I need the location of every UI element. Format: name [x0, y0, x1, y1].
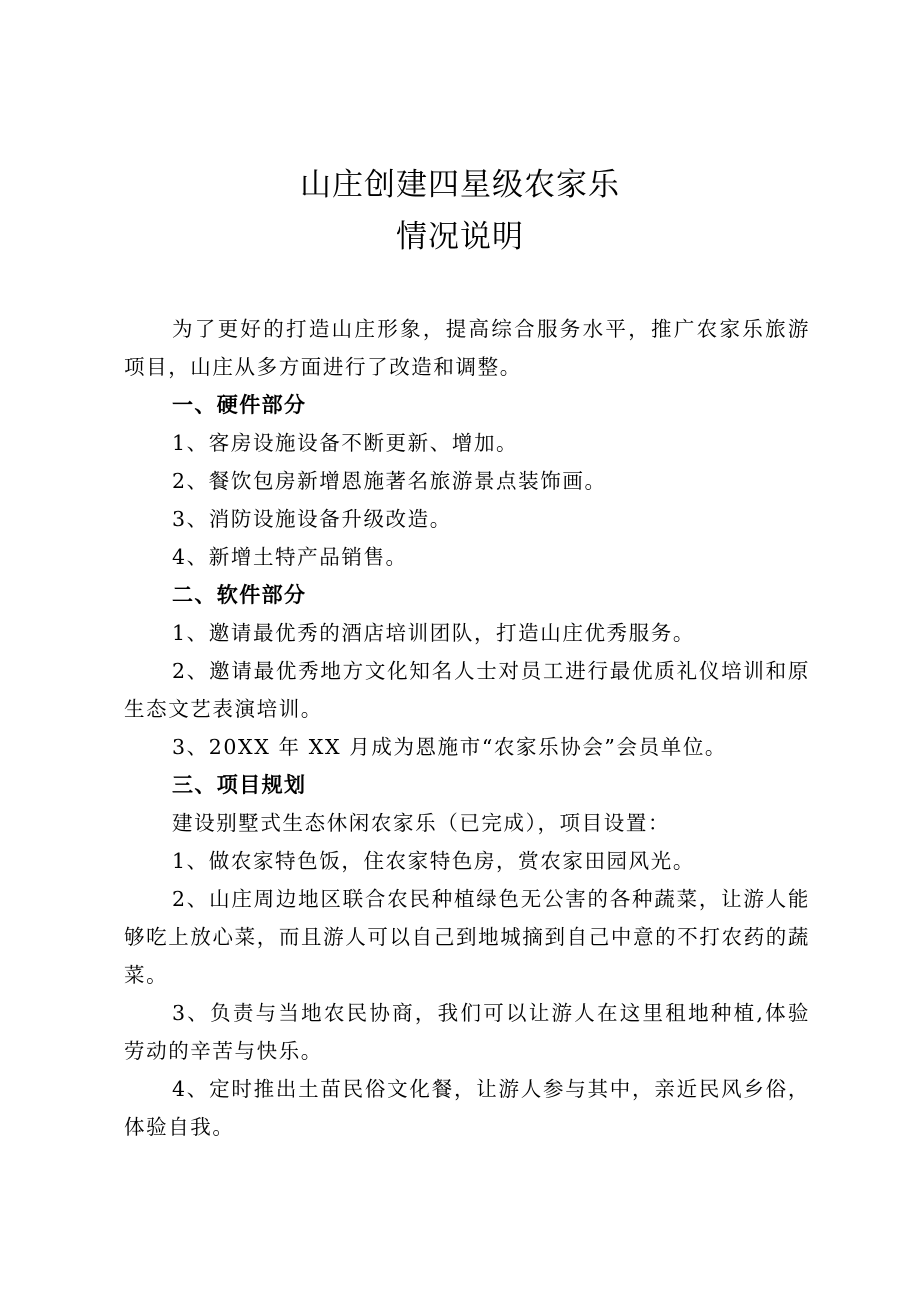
document-title-line1: 山庄创建四星级农家乐 — [300, 167, 620, 203]
planning-item-3: 3、负责与当地农民协商，我们可以让游人在这里租地种植,体验劳动的辛苦与快乐。 — [124, 1001, 810, 1063]
planning-item-2: 2、山庄周边地区联合农民种植绿色无公害的各种蔬菜，让游人能够吃上放心菜，而且游人可以自己到地城摘到自己中意的不打农药的蔬菜。 — [124, 887, 810, 987]
software-item-3: 3、20XX 年 XX 月成为恩施市“农家乐协会”会员单位。 — [172, 735, 728, 759]
section-heading-software: 二、软件部分 — [172, 583, 307, 607]
planning-intro: 建设别墅式生态休闲农家乐（已完成），项目设置： — [172, 811, 671, 835]
hardware-item-2: 2、餐饮包房新增恩施著名旅游景点装饰画。 — [172, 469, 607, 493]
planning-item-4: 4、定时推出土苗民俗文化餐，让游人参与其中，亲近民风乡俗，体验自我。 — [124, 1077, 810, 1139]
hardware-item-1: 1、客房设施设备不断更新、增加。 — [172, 431, 519, 455]
planning-item-1: 1、做农家特色饭，住农家特色房，赏农家田园风光。 — [172, 849, 695, 873]
intro-paragraph: 为了更好的打造山庄形象，提高综合服务水平，推广农家乐旅游项目，山庄从多方面进行了改造和调整。 — [124, 317, 810, 379]
software-item-2: 2、邀请最优秀地方文化知名人士对员工进行最优质礼仪培训和原生态文艺表演培训。 — [124, 659, 810, 721]
software-item-1: 1、邀请最优秀的酒店培训团队，打造山庄优秀服务。 — [172, 621, 695, 645]
section-heading-planning: 三、项目规划 — [172, 773, 307, 797]
document-title-line2: 情况说明 — [396, 219, 524, 255]
hardware-item-4: 4、新增土特产品销售。 — [172, 545, 408, 569]
document-body — [124, 310, 810, 1146]
section-heading-hardware: 一、硬件部分 — [172, 393, 307, 417]
hardware-item-3: 3、消防设施设备升级改造。 — [172, 507, 452, 531]
